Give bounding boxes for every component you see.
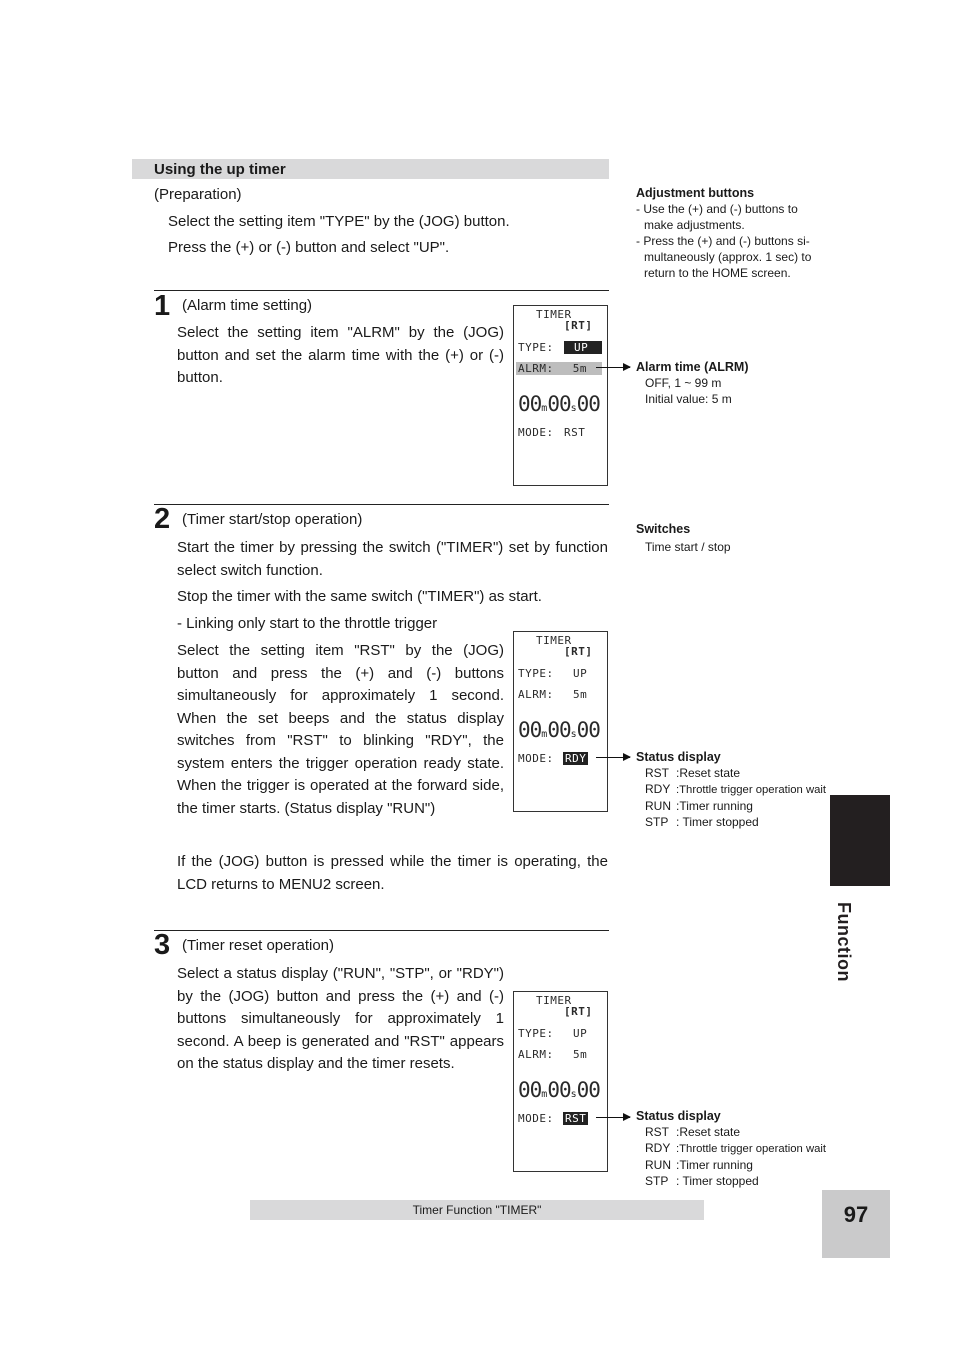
lcd-mode-label: MODE: <box>518 1112 554 1125</box>
alarm-note-title: Alarm time (ALRM) <box>636 360 749 374</box>
adjustment-item-2c: return to the HOME screen. <box>644 266 791 280</box>
arrow-alarm <box>596 367 630 368</box>
footer-bar <box>250 1200 704 1220</box>
lcd-alrm-value: 5m <box>572 362 587 375</box>
step-2-para-2: Stop the timer with the same switch ("TIMER") as start. <box>177 588 542 605</box>
step-2-heading: (Timer start/stop operation) <box>182 511 363 528</box>
lcd-alrm-value: 5m <box>573 688 588 701</box>
status-row: STP : Timer stopped <box>645 1174 759 1188</box>
step-1-text: Select the setting item "ALRM" by the (JOG) button and set the alarm time with the (+) or (-) button. <box>177 324 504 386</box>
status-row: RDY :Throttle trigger operation wait <box>645 782 827 796</box>
step-1-rule <box>154 290 609 291</box>
lcd-title: TIMER <box>536 308 572 321</box>
lcd-mode-value: RST <box>565 1112 587 1125</box>
status-row: RUN :Timer running <box>645 1158 753 1172</box>
lcd-time-readout: 00m00s00 <box>518 392 600 416</box>
section-header-bar <box>132 159 609 179</box>
chapter-tab-block <box>830 795 890 886</box>
lcd-model: [RT] <box>564 1005 593 1018</box>
step-3-text: Select a status display ("RUN", "STP", or "RDY") by the (JOG) button and press the (+) and (-) buttons simultaneously for approximately 1 second. A beep is generated and "RST" appears on the status display and the timer resets. <box>177 965 504 1072</box>
status-row: STP : Timer stopped <box>645 815 759 829</box>
section-title: Using the up timer <box>154 161 286 178</box>
lcd-mode-value: RDY <box>565 752 587 765</box>
alarm-note <box>636 359 826 407</box>
step-2-rule <box>154 504 609 505</box>
lcd-type-label: TYPE: <box>518 1027 554 1040</box>
lcd-screen-3 <box>513 991 608 1172</box>
lcd-alrm-row-highlight <box>516 362 602 375</box>
step-1-number: 1 <box>154 290 171 322</box>
step-3-heading: (Timer reset operation) <box>182 937 334 954</box>
adjustment-note <box>636 185 826 281</box>
prep-heading: (Preparation) <box>154 186 242 203</box>
lcd-mode-label: MODE: <box>518 752 554 765</box>
lcd-mode-value: RST <box>564 426 586 439</box>
page-number-box <box>822 1190 890 1258</box>
status-row: RDY :Throttle trigger operation wait <box>645 1141 827 1155</box>
alarm-note-line-1: OFF, 1 ~ 99 m <box>645 376 722 390</box>
step-2-para-4: Select the setting item "RST" by the (JOG) button and press the (+) and (-) buttons simultaneously for approximately 1 second. When the set beeps and the status display switches from "RST" to blinking "RDY", the system enters the trigger operation ready state. When the trigger is operated at the forward side, the timer starts. (Status display "RUN") <box>177 642 504 817</box>
adjustment-item-1b: make adjustments. <box>644 218 745 232</box>
lcd-screen-1 <box>513 305 608 486</box>
arrow-status-2 <box>596 1117 630 1118</box>
step-3-rule <box>154 930 609 931</box>
switches-note-line-1: Time start / stop <box>645 540 731 554</box>
lcd-type-label: TYPE: <box>518 667 554 680</box>
lcd-alrm-label: ALRM: <box>518 688 554 701</box>
lcd-type-value: UP <box>573 667 588 680</box>
lcd-model: [RT] <box>564 319 593 332</box>
lcd-alrm-label: ALRM: <box>518 1048 554 1061</box>
alarm-note-line-2: Initial value: 5 m <box>645 392 732 406</box>
switches-note-title: Switches <box>636 522 691 536</box>
adjustment-item-1a: - Use the (+) and (-) buttons to <box>636 202 798 216</box>
lcd-model: [RT] <box>564 645 593 658</box>
lcd-time-readout: 00m00s00 <box>518 1078 600 1102</box>
step-3-number: 3 <box>154 929 171 961</box>
lcd-alrm-label: ALRM: <box>518 362 554 375</box>
step-2-para-3: - Linking only start to the throttle trigger <box>177 615 438 632</box>
status-note-2 <box>636 1108 836 1189</box>
lcd-mode-label: MODE: <box>518 426 554 439</box>
lcd-time-readout: 00m00s00 <box>518 718 600 742</box>
lcd-alrm-value: 5m <box>573 1048 588 1061</box>
lcd-type-value: UP <box>573 1027 588 1040</box>
footer-text: Timer Function "TIMER" <box>412 1203 542 1217</box>
step-2-number: 2 <box>154 503 171 535</box>
switches-note <box>636 521 826 555</box>
lcd-title: TIMER <box>536 994 572 1007</box>
prep-line-2: Press the (+) or (-) button and select "UP". <box>168 239 450 256</box>
step-1-heading: (Alarm time setting) <box>182 297 313 314</box>
step-2-para-1: Start the timer by pressing the switch ("TIMER") set by function select switch function. <box>177 539 608 579</box>
adjustment-item-2b: multaneously (approx. 1 sec) to <box>644 250 812 264</box>
status-note-1 <box>636 749 836 830</box>
page-number: 97 <box>843 1202 869 1227</box>
step-2-para-5: If the (JOG) button is pressed while the timer is operating, the LCD returns to MENU2 screen. <box>177 853 608 893</box>
chapter-tab-label: Function <box>834 902 854 982</box>
prep-line-1: Select the setting item "TYPE" by the (JOG) button. <box>168 213 510 230</box>
status-row: RST :Reset state <box>645 1125 741 1139</box>
lcd-screen-2 <box>513 631 608 812</box>
lcd-type-label: TYPE: <box>518 341 554 354</box>
lcd-type-value: UP <box>564 341 602 354</box>
status-row: RST :Reset state <box>645 766 741 780</box>
arrow-status-1 <box>596 757 630 758</box>
adjustment-item-2a: - Press the (+) and (-) buttons si- <box>636 234 810 248</box>
status-note-title: Status display <box>636 750 721 764</box>
status-row: RUN :Timer running <box>645 799 753 813</box>
lcd-title: TIMER <box>536 634 572 647</box>
status-note-title: Status display <box>636 1109 721 1123</box>
adjustment-note-title: Adjustment buttons <box>636 186 755 200</box>
